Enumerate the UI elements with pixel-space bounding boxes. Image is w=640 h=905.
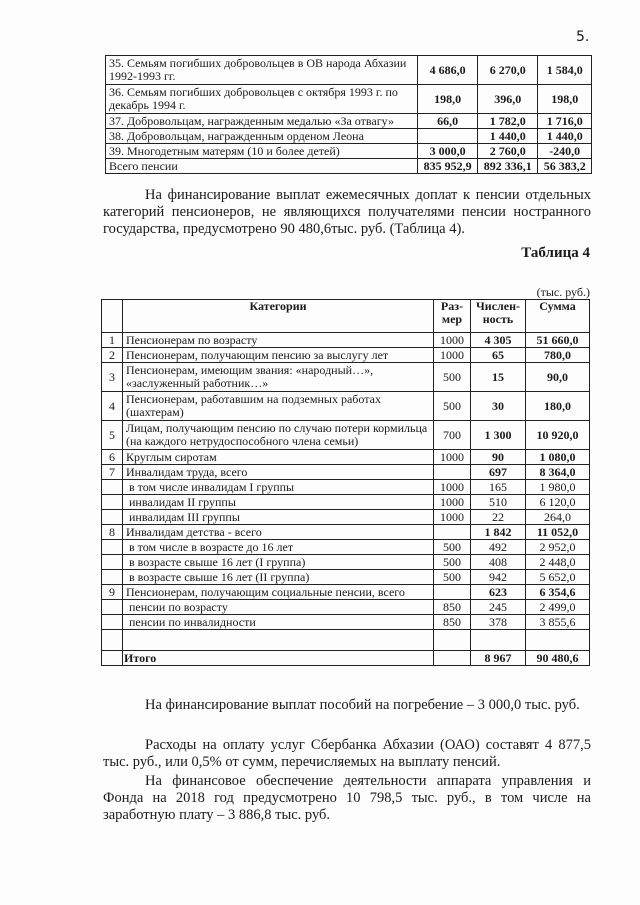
table-header xyxy=(102,300,590,333)
row-number xyxy=(102,600,123,615)
table-row xyxy=(102,585,590,600)
row-number xyxy=(102,540,123,555)
paragraph-fund: На финансовое обеспечение деятельности аппарата управления и Фонда на 2018 год предусмотрено 10 798,5 тыс. руб., в том числе на заработную плату – 3 886,8 тыс. руб. xyxy=(103,773,591,823)
row-category: Лицам, получающим пенсию по случаю потери кормильца (на каждого нетрудоспособного члена семьи) xyxy=(123,421,434,450)
row-count: 492 xyxy=(471,540,526,555)
header-category: Категории xyxy=(123,300,434,333)
table-row xyxy=(106,114,592,129)
row-size xyxy=(434,630,471,651)
row-size: 1000 xyxy=(434,333,471,348)
value-cell: 3 000,0 xyxy=(418,144,478,159)
row-category: Пенсионерам по возрасту xyxy=(123,333,434,348)
row-count: 942 xyxy=(471,570,526,585)
row-sum: 3 855,6 xyxy=(526,615,590,630)
row-number: 5 xyxy=(102,421,123,450)
value-cell: 1 782,0 xyxy=(478,114,538,129)
total-row xyxy=(102,651,590,666)
row-count: 1 842 xyxy=(471,525,526,540)
empty-row xyxy=(102,630,590,651)
table-row xyxy=(106,56,592,85)
row-size xyxy=(434,525,471,540)
table-row xyxy=(102,495,590,510)
row-category: Пенсионерам, имеющим звания: «народный…», «заслуженный работник…» xyxy=(123,363,434,392)
table-row xyxy=(102,555,590,570)
row-count: 697 xyxy=(471,465,526,480)
row-sum: 1 980,0 xyxy=(526,480,590,495)
row-count: 408 xyxy=(471,555,526,570)
table-row xyxy=(102,465,590,480)
row-category: Инвалидам труда, всего xyxy=(123,465,434,480)
value-cell: 1 440,0 xyxy=(478,129,538,144)
row-number: 6 xyxy=(102,450,123,465)
row-number xyxy=(102,495,123,510)
row-sum: 2 499,0 xyxy=(526,600,590,615)
value-cell: 198,0 xyxy=(418,85,478,114)
row-size: 1000 xyxy=(434,480,471,495)
row-sum: 6 120,0 xyxy=(526,495,590,510)
value-cell: 892 336,1 xyxy=(478,159,538,174)
table-row xyxy=(102,600,590,615)
value-cell: 835 952,9 xyxy=(418,159,478,174)
value-cell: 198,0 xyxy=(538,85,592,114)
row-count: 15 xyxy=(471,363,526,392)
row-size: 500 xyxy=(434,540,471,555)
row-count: 4 305 xyxy=(471,333,526,348)
row-number xyxy=(102,570,123,585)
row-number xyxy=(102,630,123,651)
row-sum: 6 354,6 xyxy=(526,585,590,600)
row-category: Пенсионерам, получающим пенсию за выслугу лет xyxy=(123,348,434,363)
row-category: в том числе инвалидам I группы xyxy=(123,480,434,495)
header-num xyxy=(102,300,123,333)
table-4 xyxy=(101,299,590,666)
row-size: 500 xyxy=(434,392,471,421)
paragraph-supplements: На финансирование выплат ежемесячных доплат к пенсии отдельных категорий пенсионеров, не являющихся получателями пенсии ностранного государства, предусмотрено 90 480,6тыс. руб. (Таблица 4). xyxy=(103,187,591,237)
row-label: 36. Семьям погибших добровольцев с октября 1993 г. по декабрь 1994 г. xyxy=(106,85,418,114)
row-label: Всего пенсии xyxy=(106,159,418,174)
row-count: 1 300 xyxy=(471,421,526,450)
row-number xyxy=(102,510,123,525)
row-size: 500 xyxy=(434,363,471,392)
header-count: Числен-ность xyxy=(471,300,526,333)
table-row xyxy=(102,615,590,630)
row-size: 700 xyxy=(434,421,471,450)
table-row xyxy=(106,144,592,159)
pensions-continuation-table xyxy=(105,55,592,174)
row-category: Пенсионерам, получающим социальные пенсии, всего xyxy=(123,585,434,600)
table-row xyxy=(102,540,590,555)
table-row xyxy=(102,348,590,363)
total-row xyxy=(106,159,592,174)
table-row xyxy=(106,129,592,144)
row-category: Круглым сиротам xyxy=(123,450,434,465)
row-count: 8 967 xyxy=(471,651,526,666)
row-sum: 1 080,0 xyxy=(526,450,590,465)
row-count: 510 xyxy=(471,495,526,510)
row-sum: 2 448,0 xyxy=(526,555,590,570)
row-category: в возрасте свыше 16 лет (II группа) xyxy=(123,570,434,585)
value-cell: 2 760,0 xyxy=(478,144,538,159)
table-row xyxy=(102,392,590,421)
row-sum: 780,0 xyxy=(526,348,590,363)
table-row xyxy=(102,480,590,495)
row-label: 38. Добровольцам, награжденным орденом Леона xyxy=(106,129,418,144)
row-category: инвалидам II группы xyxy=(123,495,434,510)
row-count: 245 xyxy=(471,600,526,615)
table-row xyxy=(102,570,590,585)
row-label: 39. Многодетным матерям (10 и более детей) xyxy=(106,144,418,159)
table-row xyxy=(102,421,590,450)
value-cell: 56 383,2 xyxy=(538,159,592,174)
header-sum: Сумма xyxy=(526,300,590,333)
row-sum: 180,0 xyxy=(526,392,590,421)
table-row xyxy=(102,525,590,540)
header-size: Раз-мер xyxy=(434,300,471,333)
row-number xyxy=(102,480,123,495)
row-sum: 2 952,0 xyxy=(526,540,590,555)
row-count: 90 xyxy=(471,450,526,465)
row-count: 30 xyxy=(471,392,526,421)
row-label: 35. Семьям погибших добровольцев в ОВ народа Абхазии 1992-1993 гг. xyxy=(106,56,418,85)
row-size: 850 xyxy=(434,600,471,615)
row-size: 1000 xyxy=(434,450,471,465)
row-size: 1000 xyxy=(434,495,471,510)
value-cell: 396,0 xyxy=(478,85,538,114)
row-category: в возрасте свыше 16 лет (I группа) xyxy=(123,555,434,570)
row-count: 165 xyxy=(471,480,526,495)
row-size: 850 xyxy=(434,615,471,630)
row-number: 9 xyxy=(102,585,123,600)
table-row xyxy=(102,333,590,348)
row-number: 2 xyxy=(102,348,123,363)
row-sum: 11 052,0 xyxy=(526,525,590,540)
table-row xyxy=(102,450,590,465)
row-sum: 8 364,0 xyxy=(526,465,590,480)
row-number: 8 xyxy=(102,525,123,540)
row-size xyxy=(434,585,471,600)
row-sum: 264,0 xyxy=(526,510,590,525)
row-sum: 10 920,0 xyxy=(526,421,590,450)
value-cell: 66,0 xyxy=(418,114,478,129)
row-sum: 51 660,0 xyxy=(526,333,590,348)
paragraph-sberbank: Расходы на оплату услуг Сбербанка Абхазии (ОАО) составят 4 877,5 тыс. руб., или 0,5% от сумм, перечисляемых на выплату пенсий. xyxy=(103,737,591,770)
row-category: в том числе в возрасте до 16 лет xyxy=(123,540,434,555)
row-number xyxy=(102,615,123,630)
row-number: 7 xyxy=(102,465,123,480)
row-category: Пенсионерам, работавшим на подземных работах (шахтерам) xyxy=(123,392,434,421)
row-sum xyxy=(526,630,590,651)
row-size: 500 xyxy=(434,570,471,585)
value-cell: 1 440,0 xyxy=(538,129,592,144)
row-sum: 5 652,0 xyxy=(526,570,590,585)
row-number: 4 xyxy=(102,392,123,421)
row-size: 500 xyxy=(434,555,471,570)
row-size xyxy=(434,651,471,666)
row-number: 3 xyxy=(102,363,123,392)
row-category xyxy=(123,630,434,651)
paragraph-burial: На финансирование выплат пособий на погребение – 3 000,0 тыс. руб. xyxy=(145,697,580,713)
value-cell: 4 686,0 xyxy=(418,56,478,85)
value-cell: 1 584,0 xyxy=(538,56,592,85)
row-count: 22 xyxy=(471,510,526,525)
row-category: инвалидам III группы xyxy=(123,510,434,525)
row-label: 37. Добровольцам, награжденным медалью «За отвагу» xyxy=(106,114,418,129)
table-row xyxy=(102,510,590,525)
value-cell xyxy=(418,129,478,144)
row-count: 378 xyxy=(471,615,526,630)
table-row xyxy=(106,85,592,114)
row-number xyxy=(102,555,123,570)
page-number: 5. xyxy=(576,29,590,45)
row-category: Итого xyxy=(123,651,434,666)
row-category: Инвалидам детства - всего xyxy=(123,525,434,540)
row-count: 65 xyxy=(471,348,526,363)
row-category: пенсии по инвалидности xyxy=(123,615,434,630)
row-size xyxy=(434,465,471,480)
row-sum: 90,0 xyxy=(526,363,590,392)
row-sum: 90 480,6 xyxy=(526,651,590,666)
row-count: 623 xyxy=(471,585,526,600)
row-size: 1000 xyxy=(434,348,471,363)
value-cell: 1 716,0 xyxy=(538,114,592,129)
row-category: пенсии по возрасту xyxy=(123,600,434,615)
row-number: 1 xyxy=(102,333,123,348)
row-count xyxy=(471,630,526,651)
table-title: Таблица 4 xyxy=(521,245,590,261)
units-label: (тыс. руб.) xyxy=(536,285,590,299)
value-cell: -240,0 xyxy=(538,144,592,159)
row-size: 1000 xyxy=(434,510,471,525)
row-number xyxy=(102,651,123,666)
table-row xyxy=(102,363,590,392)
value-cell: 6 270,0 xyxy=(478,56,538,85)
